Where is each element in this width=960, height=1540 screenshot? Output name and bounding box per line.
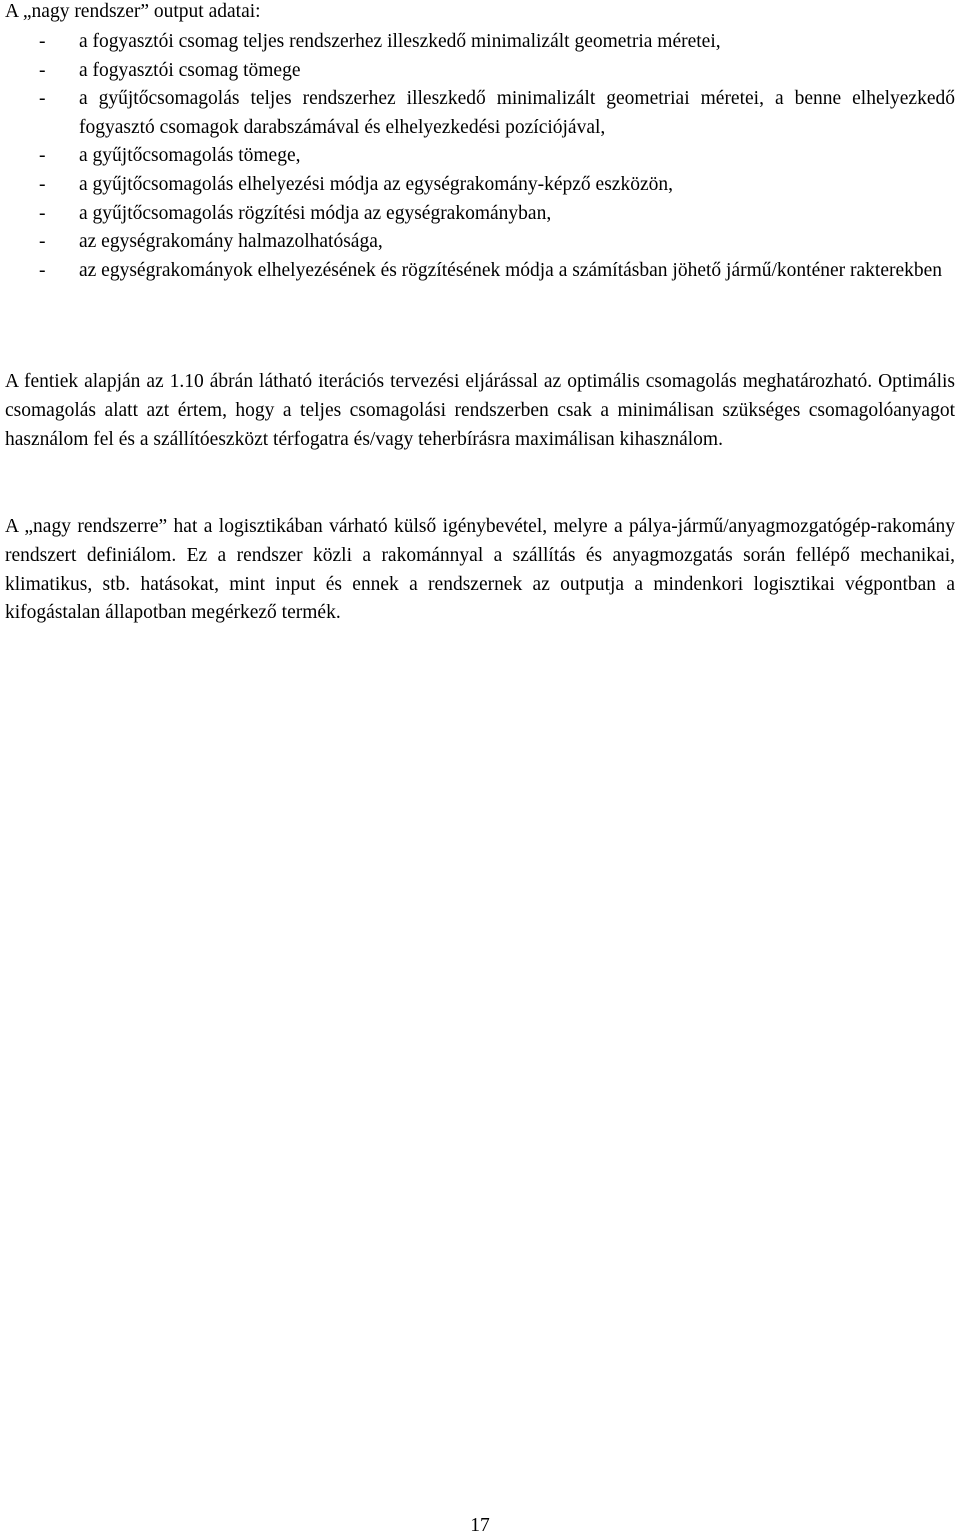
list-item: [5, 28, 955, 57]
list-dash: -: [39, 31, 46, 52]
paragraph-optimal-packaging: A fentiek alapján az 1.10 ábrán látható iterációs tervezési eljárással az optimális csomagolás meghatározható. Optimális csomagolás alatt azt értem, hogy a teljes csomagolási rendszerben csak a minimálisan szükséges csomagolóanyagot használom fel és a szállítóeszközt térfogatra és/vagy teherbírásra maximálisan kihasználom.: [5, 371, 955, 450]
list-dash: -: [39, 88, 46, 110]
page-number: 17: [470, 1515, 490, 1536]
paragraph-large-system: A „nagy rendszerre” hat a logisztikában várható külső igénybevétel, melyre a pálya-jármű/anyagmozgatógép-rakomány rendszert definiálom. Ez a rendszer közli a rakománnyal a szállítás és anyagmozgatás során fellépő mechanikai, klimatikus, stb. hatásokat, mint input és ennek a rendszernek az outputja a mindenkori logisztikai végpontban a kifogástalan állapotban megérkező termék.: [5, 516, 955, 624]
output-data-list: [5, 28, 955, 285]
list-dash: -: [39, 259, 46, 281]
list-dash: -: [39, 59, 46, 81]
list-item-text: az egységrakomány halmazolhatósága,: [79, 231, 383, 253]
list-item-text: a gyűjtőcsomagolás rögzítési módja az egységrakományban,: [79, 202, 552, 224]
output-list-block: [5, 28, 955, 285]
list-item-text: az egységrakományok elhelyezésének és rögzítésének módja a számításban jöhető jármű/konténer rakterekben: [79, 259, 943, 281]
list-item: [5, 228, 955, 257]
list-item: [5, 257, 955, 286]
intro-block: [5, 0, 955, 28]
list-item-text: a gyűjtőcsomagolás teljes rendszerhez illeszkedő minimalizált geometriai méretei, a benne elhelyezkedő fogyasztó csomagok darabszámával és elhelyezkedési pozíciójával,: [79, 88, 955, 138]
list-item: [5, 142, 955, 171]
list-dash: -: [39, 145, 46, 167]
list-item: [5, 200, 955, 229]
list-dash: -: [39, 202, 46, 224]
list-item: [5, 85, 955, 142]
list-item-text: a gyűjtőcsomagolás tömege,: [79, 145, 301, 167]
list-item-text: a fogyasztói csomag tömege: [79, 59, 301, 81]
intro-heading: A „nagy rendszer” output adatai:: [5, 1, 261, 22]
list-item: [5, 57, 955, 86]
list-item-text: a fogyasztói csomag teljes rendszerhez illeszkedő minimalizált geometria méretei,: [79, 31, 721, 52]
list-item: [5, 171, 955, 200]
list-item-text: a gyűjtőcsomagolás elhelyezési módja az egységrakomány-képző eszközön,: [79, 173, 673, 195]
list-dash: -: [39, 231, 46, 253]
list-dash: -: [39, 173, 46, 195]
